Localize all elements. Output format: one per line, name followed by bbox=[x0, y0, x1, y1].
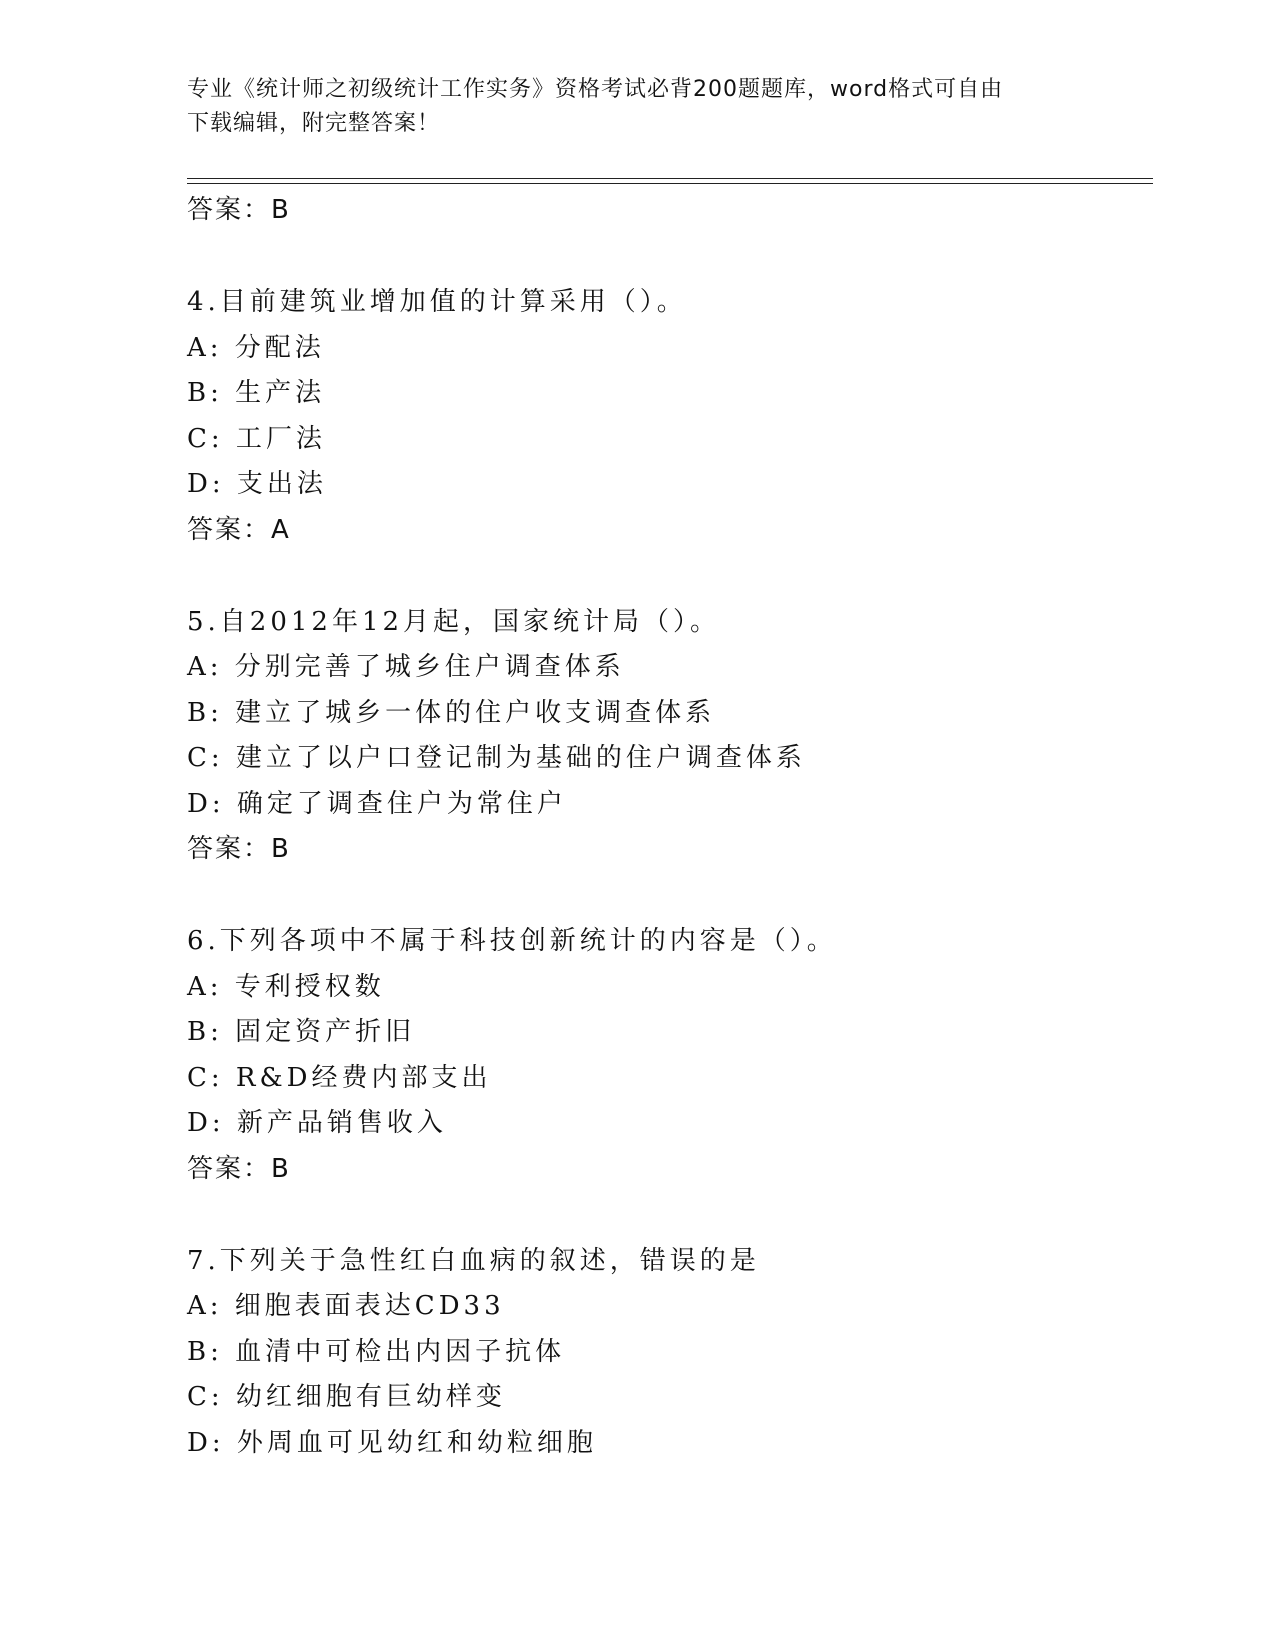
question-block bbox=[187, 919, 1153, 1191]
question-title: 7.下列关于急性红白血病的叙述，错误的是 bbox=[187, 1245, 760, 1276]
question-title: 5.自2012年12月起，国家统计局（）。 bbox=[187, 606, 721, 637]
question-block bbox=[187, 280, 1153, 552]
header-line-1: 专业《统计师之初级统计工作实务》资格考试必背200题题库，word格式可自由 bbox=[187, 77, 1004, 102]
question-block bbox=[187, 1239, 1153, 1467]
option-b: B: 建立了城乡一体的住户收支调查体系 bbox=[187, 697, 716, 728]
option-d: D: 支出法 bbox=[187, 469, 327, 499]
answer-line: 答案：A bbox=[187, 514, 291, 545]
header-divider bbox=[187, 178, 1153, 184]
option-d: D: 外周血可见幼红和幼粒细胞 bbox=[187, 1427, 597, 1458]
answer-line: 答案：B bbox=[187, 834, 291, 864]
option-a: A: 分配法 bbox=[187, 332, 325, 363]
option-a: A: 专利授权数 bbox=[187, 971, 385, 1002]
option-d: D: 确定了调查住户为常住户 bbox=[187, 788, 567, 819]
option-b: B: 生产法 bbox=[187, 378, 326, 408]
answer-line: 答案：B bbox=[187, 195, 291, 225]
option-b: B: 固定资产折旧 bbox=[187, 1017, 416, 1047]
question-block bbox=[187, 600, 1153, 872]
question-title: 6.下列各项中不属于科技创新统计的内容是（）。 bbox=[187, 926, 837, 956]
document-body bbox=[187, 188, 1153, 1466]
option-a: A: 细胞表面表达CD33 bbox=[187, 1291, 505, 1321]
option-c: C: 幼红细胞有巨幼样变 bbox=[187, 1382, 506, 1412]
option-a: A: 分别完善了城乡住户调查体系 bbox=[187, 652, 625, 682]
option-c: C: R&D经费内部支出 bbox=[187, 1062, 492, 1093]
header-line-2: 下载编辑，附完整答案！ bbox=[187, 111, 441, 136]
option-b: B: 血清中可检出内因子抗体 bbox=[187, 1336, 566, 1367]
option-d: D: 新产品销售收入 bbox=[187, 1108, 447, 1138]
option-c: C: 建立了以户口登记制为基础的住户调查体系 bbox=[187, 743, 806, 773]
option-c: C: 工厂法 bbox=[187, 423, 326, 454]
document-header bbox=[187, 73, 1087, 141]
question-title: 4.目前建筑业增加值的计算采用（）。 bbox=[187, 287, 687, 317]
answer-line: 答案：B bbox=[187, 1153, 291, 1184]
